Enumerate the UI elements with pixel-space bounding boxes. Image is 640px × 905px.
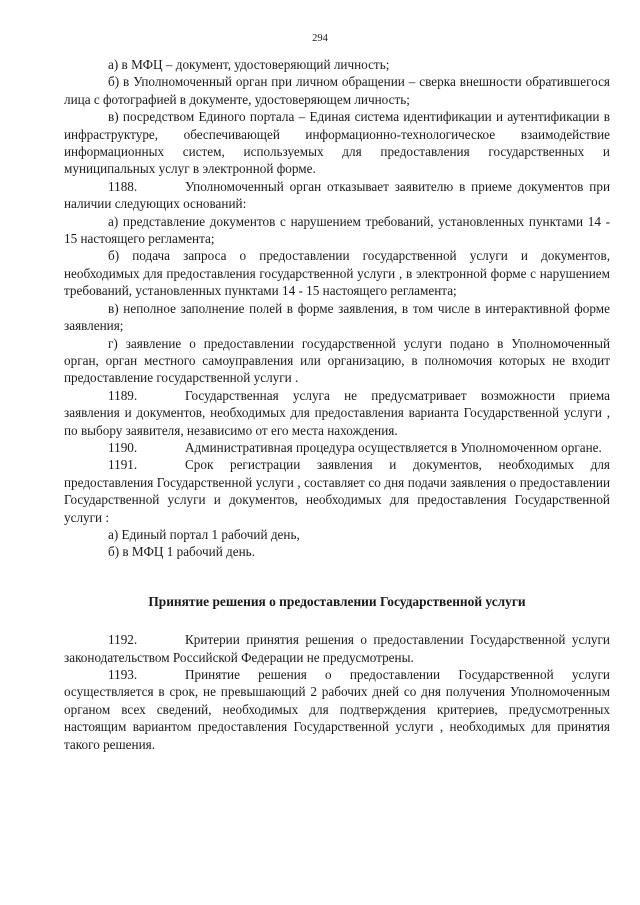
numbered-item-1188 (64, 178, 610, 213)
item-text: Государственная услуга не предусматривает возможности приема заявления и документов, необходимых для предоставления варианта Государственной услуги , по выбору заявителя, независимо от его места нахождения. (64, 387, 610, 438)
item-number: 1189. (108, 387, 138, 403)
item-number: 1192. (108, 632, 138, 648)
item-number: 1193. (108, 667, 138, 682)
subitem: в) неполное заполнение полей в форме заявления, в том числе в интерактивной форме заявления; (64, 300, 610, 334)
numbered-item-1193 (64, 666, 610, 753)
item-number: 1191. (108, 457, 138, 473)
numbered-item-1191 (64, 456, 610, 526)
subitem: б) в МФЦ 1 рабочий день. (108, 544, 255, 560)
document-body (64, 56, 610, 753)
page-number: 294 (312, 33, 328, 44)
paragraph: а) в МФЦ – документ, удостоверяющий личность; (108, 57, 390, 72)
subitem: а) представление документов с нарушением требований, установленных пунктами 14 - 15 настоящего регламента; (64, 213, 610, 247)
item-number: 1190. (108, 439, 138, 455)
item-text: Срок регистрации заявления и документов, необходимых для предоставления Государственной услуги , составляет со дня подачи заявления о предоставлении Государственной услуги и документов, необходимых для предоставления Государственной услуги : (64, 457, 610, 525)
subitem: а) Единый портал 1 рабочий день, (108, 526, 300, 542)
item-number: 1188. (108, 178, 138, 194)
paragraph: б) в Уполномоченный орган при личном обращении – сверка внешности обратившегося лица с фотографией в документе, удостоверяющем личность; (64, 74, 610, 107)
numbered-item-1189 (64, 387, 610, 439)
subitem: г) заявление о предоставлении государственной услуги подано в Уполномоченный орган, орган местного самоуправления или организацию, в полномочия которых не входит предоставление государственной услуги . (64, 335, 610, 386)
numbered-item-1190 (64, 439, 610, 456)
item-text: Уполномоченный орган отказывает заявителю в приеме документов при наличии следующих оснований: (64, 178, 610, 212)
numbered-item-1192 (64, 631, 610, 666)
item-text: Критерии принятия решения о предоставлении Государственной услуги законодательством Российской Федерации не предусмотрены. (64, 632, 610, 665)
paragraph: в) посредством Единого портала – Единая система идентификации и аутентификации в инфраструктуре, обеспечивающей информационно-технологическое взаимодействие информационных систем, используемых для предоставления государственных и муниципальных услуг в электронной форме. (64, 109, 610, 177)
subitem: б) подача запроса о предоставлении государственной услуги и документов, необходимых для предоставления государственной услуги , в электронной форме с нарушением требований, установленных пунктами 14 - 15 настоящего регламента; (64, 248, 610, 299)
section-heading: Принятие решения о предоставлении Государственной услуги (148, 593, 526, 609)
item-text: Административная процедура осуществляется в Уполномоченном органе. (185, 439, 602, 455)
item-text: Принятие решения о предоставлении Государственной услуги осуществляется в срок, не превышающий 2 рабочих дней со дня получения Уполномоченным органом всех сведений, необходимых для подтверждения критериев, предусмотренных настоящим вариантом предоставления Государственной услуги , необходимых для принятия такого решения. (64, 667, 610, 752)
